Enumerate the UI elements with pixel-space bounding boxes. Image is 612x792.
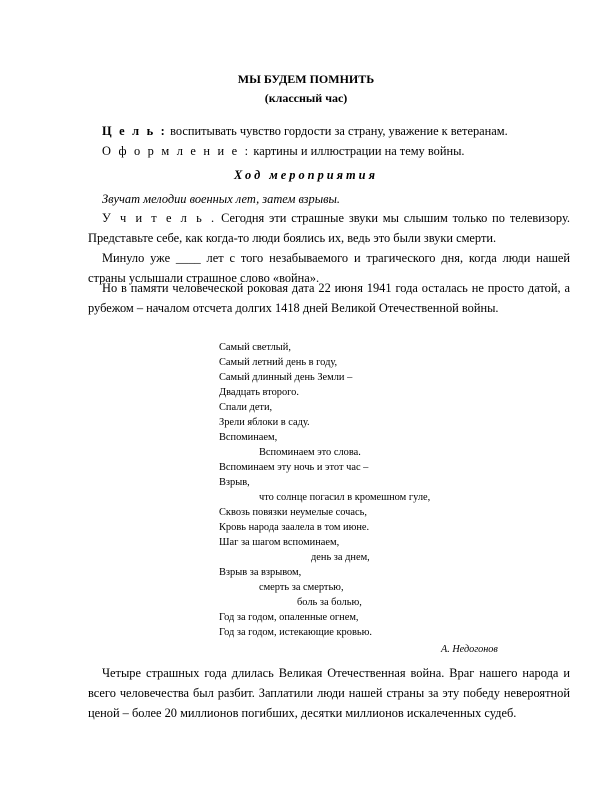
poem-line: день за днем, (311, 552, 370, 563)
poem-line: Шаг за шагом вспоминаем, (219, 537, 340, 548)
poem-line: Зрели яблоки в саду. (219, 417, 310, 428)
poem-line: Вспоминаем это слова. (259, 447, 361, 458)
design-line (102, 141, 572, 161)
paragraph-text: Сегодня эти страшные звуки мы слышим только по телевизору. Представьте себе, как когда-то люди боялись их, ведь это были звуки смерти. (88, 211, 570, 245)
poem-author: А. Недогонов (441, 644, 498, 655)
speaker-label: У ч и т е л ь . (102, 211, 217, 225)
poem-line: Год за годом, истекающие кровью. (219, 627, 372, 638)
event-heading: Ход мероприятия (234, 168, 378, 182)
poem-line: Самый длинный день Земли – (219, 372, 353, 383)
design-text: картины и иллюстрации на тему войны. (250, 144, 465, 158)
goal-text: воспитывать чувство гордости за страну, уважение к ветеранам. (166, 124, 508, 138)
poem-line: Вспоминаем эту ночь и этот час – (219, 462, 369, 473)
poem-line: Двадцать второго. (219, 387, 299, 398)
design-label: О ф о р м л е н и е : (102, 144, 251, 158)
poem-line: Самый светлый, (219, 342, 291, 353)
goal-line (102, 121, 572, 141)
stage-direction: Звучат мелодии военных лет, затем взрывы. (102, 192, 340, 206)
poem-line: Взрыв, (219, 477, 250, 488)
poem-line: Год за годом, опаленные огнем, (219, 612, 359, 623)
closing-paragraph (88, 663, 570, 723)
poem-line: боль за болью, (297, 597, 362, 608)
poem-line: Спали дети, (219, 402, 273, 413)
paragraph-text: Четыре страшных года длилась Великая Отечественная война. Враг нашего народа и всего человечества был разбит. Заплатили люди нашей страны за эту победу невероятной ценой – более 20 миллионов погибших, десятки миллионов искалеченных судеб. (88, 666, 570, 720)
poem-line: Сквозь повязки неумелые сочась, (219, 507, 367, 518)
poem-line: Вспоминаем, (219, 432, 278, 443)
poem-line: Взрыв за взрывом, (219, 567, 302, 578)
document-title: МЫ БУДЕМ ПОМНИТЬ (237, 72, 375, 86)
goal-label: Ц е л ь : (102, 124, 167, 138)
poem-line: Кровь народа заалела в том июне. (219, 522, 370, 533)
poem-line: Самый летний день в году, (219, 357, 338, 368)
paragraph-date (88, 278, 570, 318)
paragraph-teacher (88, 208, 570, 248)
paragraph-text: Но в памяти человеческой роковая дата 22 июня 1941 года осталась не просто датой, а рубежом – началом отсчета долгих 1418 дней Великой Отечественной войны. (88, 281, 570, 315)
poem-line: смерть за смертью, (259, 582, 344, 593)
paragraph-text: Минуло уже ____ лет с того незабываемого и трагического дня, когда люди нашей страны услышали страшное слово «война». (88, 251, 570, 285)
document-subtitle: (классный час) (264, 91, 348, 105)
poem-line: что солнце погасил в кромешном гуле, (259, 492, 431, 503)
